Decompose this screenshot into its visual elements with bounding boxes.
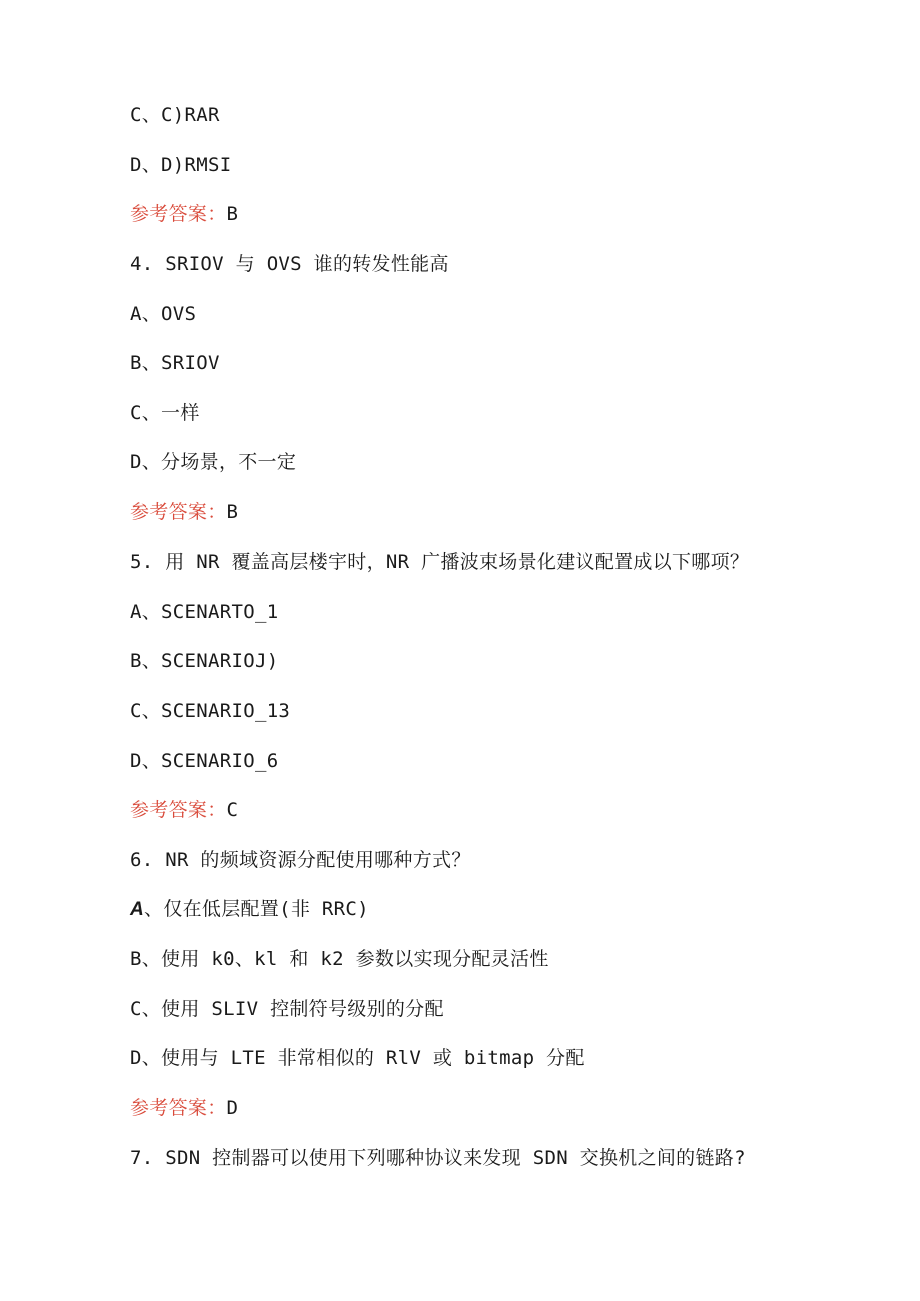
option-c-q5: C、SCENARIO_13 xyxy=(130,700,291,722)
answer-q4 xyxy=(130,497,238,527)
option-b-q6: B、使用 k0、kl 和 k2 参数以实现分配灵活性 xyxy=(130,948,549,970)
option-d-q4: D、分场景，不一定 xyxy=(130,451,297,473)
question-7: 7. SDN 控制器可以使用下列哪种协议来发现 SDN 交换机之间的链路? xyxy=(130,1147,746,1169)
option-text: 、仅在低层配置(非 RRC) xyxy=(144,898,369,920)
answer-q3 xyxy=(130,199,238,229)
option-c-q4: C、一样 xyxy=(130,402,200,424)
answer-value: B xyxy=(226,203,239,225)
answer-q5 xyxy=(130,795,238,825)
answer-value: C xyxy=(226,799,239,821)
option-d-q6: D、使用与 LTE 非常相似的 RlV 或 bitmap 分配 xyxy=(130,1047,585,1069)
answer-q6 xyxy=(130,1093,238,1123)
question-6: 6. NR 的频域资源分配使用哪种方式？ xyxy=(130,849,471,871)
question-4: 4. SRIOV 与 OVS 谁的转发性能高 xyxy=(130,253,449,275)
option-a-q4: A、OVS xyxy=(130,303,197,325)
option-d-q3: D、D)RMSI xyxy=(130,154,232,176)
answer-label: 参考答案： xyxy=(130,1097,227,1119)
answer-label: 参考答案： xyxy=(130,799,227,821)
question-5: 5. 用 NR 覆盖高层楼宇时，NR 广播波束场景化建议配置成以下哪项？ xyxy=(130,551,750,573)
answer-label: 参考答案： xyxy=(130,203,227,225)
answer-value: B xyxy=(226,501,239,523)
option-b-q5: B、SCENARIOJ) xyxy=(130,650,279,672)
option-d-q5: D、SCENARIO_6 xyxy=(130,750,279,772)
option-a-q5: A、SCENARTO_1 xyxy=(130,601,279,623)
answer-label: 参考答案： xyxy=(130,501,227,523)
option-b-q4: B、SRIOV xyxy=(130,352,220,374)
option-a-q6 xyxy=(130,894,369,924)
option-c-q3: C、C)RAR xyxy=(130,104,220,126)
option-c-q6: C、使用 SLIV 控制符号级别的分配 xyxy=(130,998,444,1020)
answer-value: D xyxy=(226,1097,239,1119)
option-letter: A xyxy=(130,899,145,920)
